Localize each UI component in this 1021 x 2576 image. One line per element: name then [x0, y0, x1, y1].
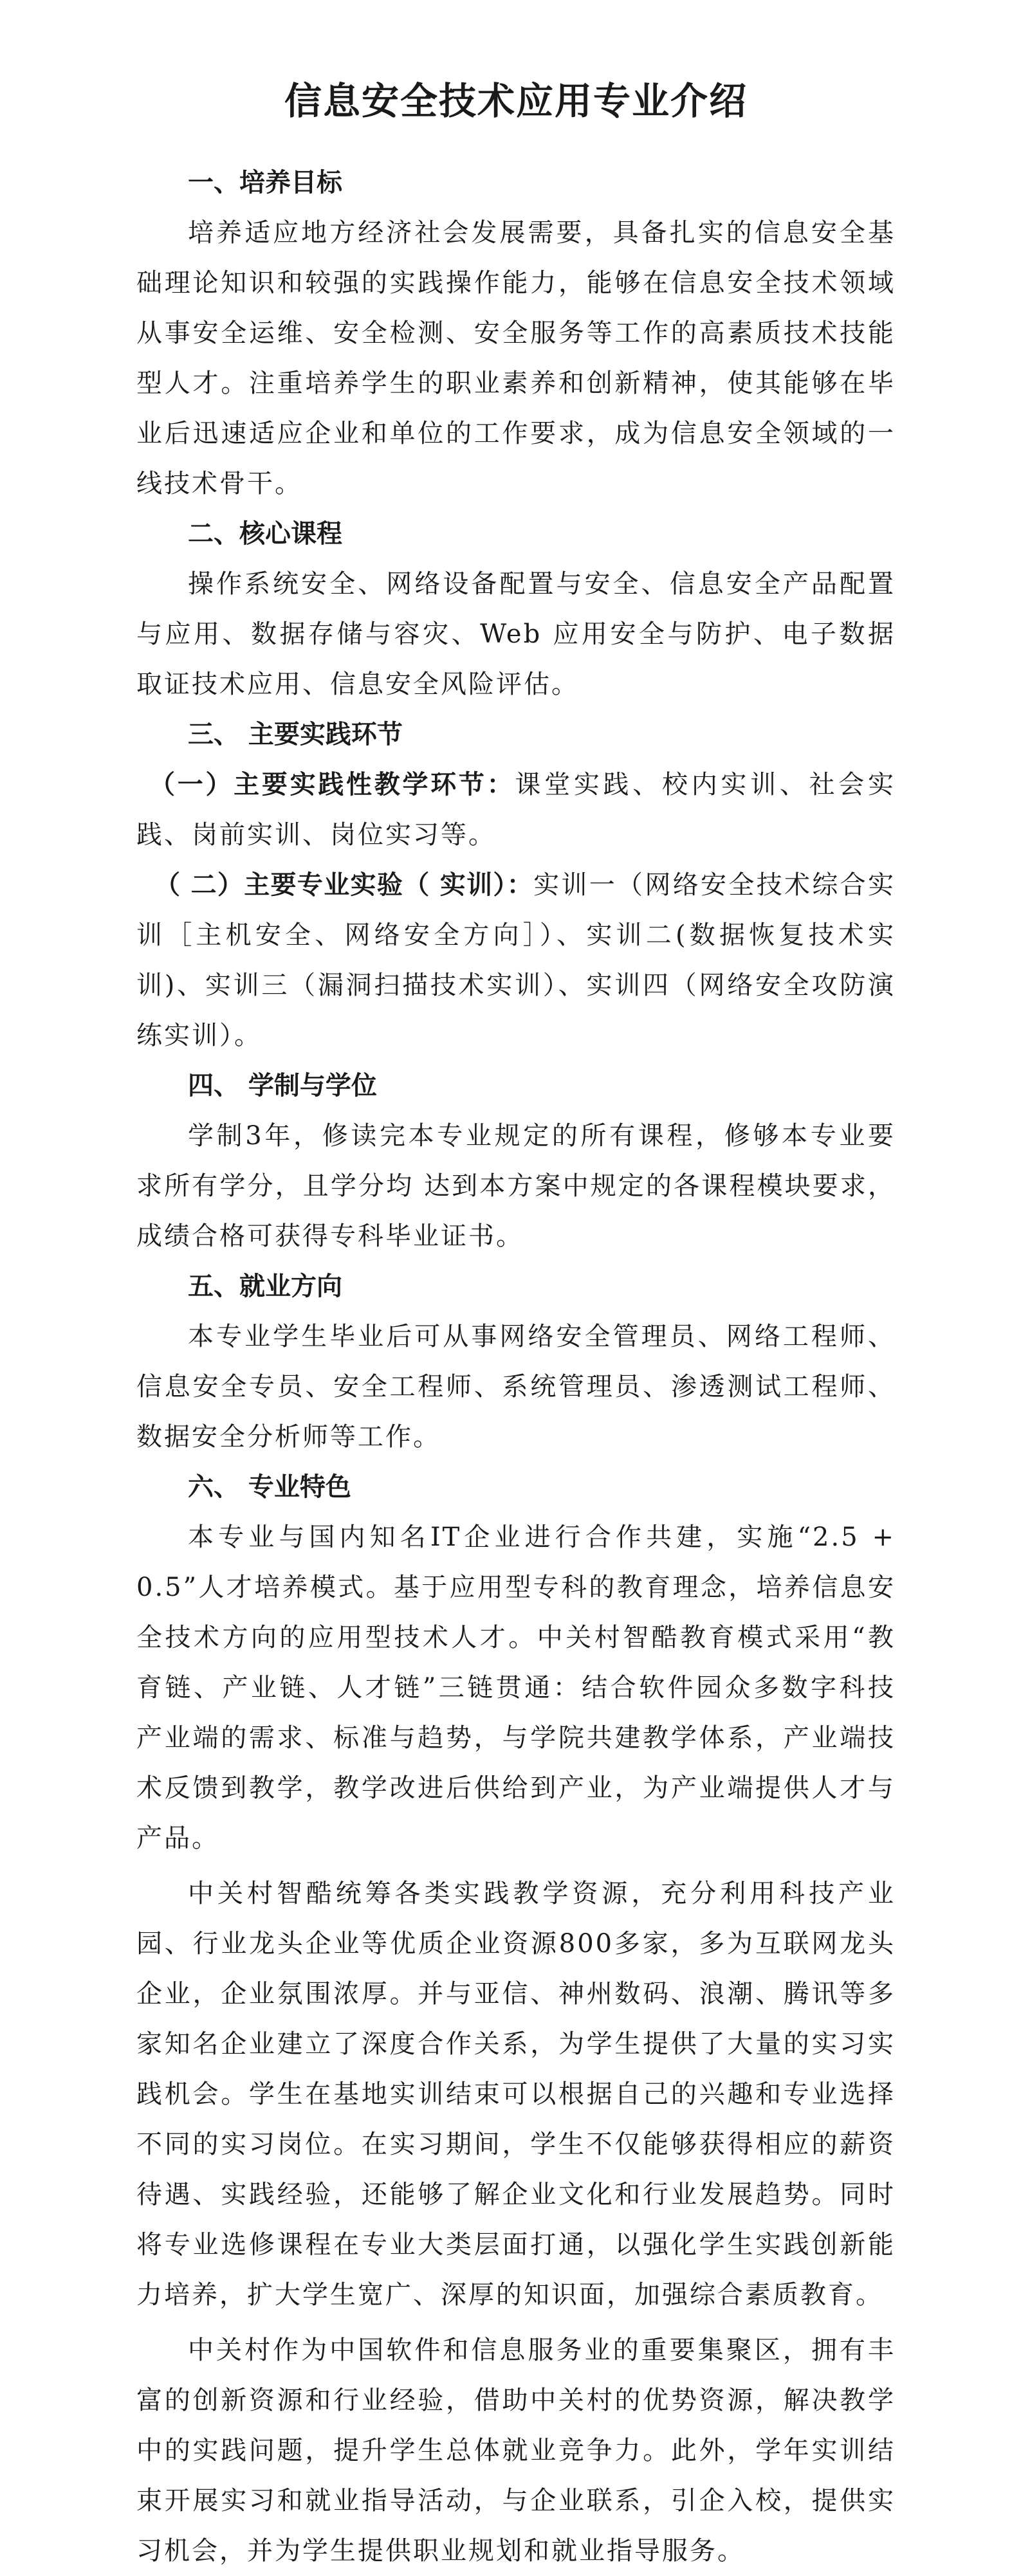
practice-item-text: 实训一（网络安全技术综合实训［主机安全、网络安全方向］）、实训二(数据恢复技术实训)、实训三（漏洞扫描技术实训）、实训四（网络安全攻防演练实训）。 — [136, 870, 896, 1051]
page-title: 信息安全技术应用专业介绍 — [284, 79, 748, 123]
practice-item — [136, 860, 896, 1061]
paragraph-features: 本专业与国内知名IT企业进行合作共建，实施“2.5 + 0.5”人才培养模式。基于应用型专科的教育理念，培养信息安全技术方向的应用型技术人才。中关村智酷教育模式采用“教育链、产业链、人才链”三链贯通：结合软件园众多数字科技产业端的需求、标准与趋势，与学院共建教学体系，产业端技术反馈到教学，教学改进后供给到产业，为产业端提供人才与产品。 — [136, 1522, 896, 1854]
practice-item-label: （ 二）主要专业实验（ 实训）： — [154, 870, 534, 900]
practice-item — [136, 760, 896, 860]
paragraph-employment: 本专业学生毕业后可从事网络安全管理员、网络工程师、信息安全专员、安全工程师、系统管理员、渗透测试工程师、数据安全分析师等工作。 — [136, 1322, 896, 1452]
paragraph-gap — [136, 1863, 896, 1868]
section-heading-features: 六、 专业特色 — [188, 1472, 351, 1503]
paragraph-features: 中关村智酷统筹各类实践教学资源，充分利用科技产业园、行业龙头企业等优质企业资源800多家，多为互联网龙头企业，企业氛围浓厚。并与亚信、神州数码、浪潮、腾讯等多家知名企业建立了深度合作关系，为学生提供了大量的实习实践机会。学生在基地实训结束可以根据自己的兴趣和专业选择不同的实习岗位。在实习期间，学生不仅能够获得相应的薪资待遇、实践经验，还能够了解企业文化和行业发展趋势。同时将专业选修课程在专业大类层面打通，以强化学生实践创新能力培养，扩大学生宽广、深厚的知识面，加强综合素质教育。 — [136, 1879, 896, 2310]
paragraph-duration-degree: 学制3年，修读完本专业规定的所有课程，修够本专业要求所有学分，且学分均 达到本方案中规定的各课程模块要求，成绩合格可获得专科毕业证书。 — [136, 1121, 896, 1252]
paragraph-gap — [136, 2320, 896, 2325]
paragraph-training-goals: 培养适应地方经济社会发展需要，具备扎实的信息安全基础理论知识和较强的实践操作能力，能够在信息安全技术领域从事安全运维、安全检测、安全服务等工作的高素质技术技能型人才。注重培养学生的职业素养和创新精神，使其能够在毕业后迅速适应企业和单位的工作要求，成为信息安全领域的一线技术骨干。 — [136, 218, 896, 499]
section-heading-employment: 五、就业方向 — [188, 1272, 342, 1302]
paragraph-core-courses: 操作系统安全、网络设备配置与安全、信息安全产品配置与应用、数据存储与容灾、Web 应用安全与防护、电子数据取证技术应用、信息安全风险评估。 — [136, 569, 896, 700]
section-heading-core-courses: 二、核心课程 — [188, 519, 342, 549]
practice-item-label: （一）主要实践性教学环节： — [149, 770, 515, 800]
practice-item-text: 课堂实践、校内实训、社会实践、岗前实训、岗位实习等。 — [136, 770, 896, 850]
section-heading-training-goals: 一、培养目标 — [188, 168, 342, 198]
section-heading-practice: 三、 主要实践环节 — [188, 720, 403, 750]
document-page — [136, 77, 896, 2576]
paragraph-features: 中关村作为中国软件和信息服务业的重要集聚区，拥有丰富的创新资源和行业经验，借助中关村的优势资源，解决教学中的实践问题，提升学生总体就业竞争力。此外，学年实训结束开展实习和就业指导活动，与企业联系，引企入校，提供实习机会，并为学生提供职业规划和就业指导服务。 — [136, 2335, 896, 2566]
section-heading-duration-degree: 四、 学制与学位 — [188, 1071, 377, 1101]
